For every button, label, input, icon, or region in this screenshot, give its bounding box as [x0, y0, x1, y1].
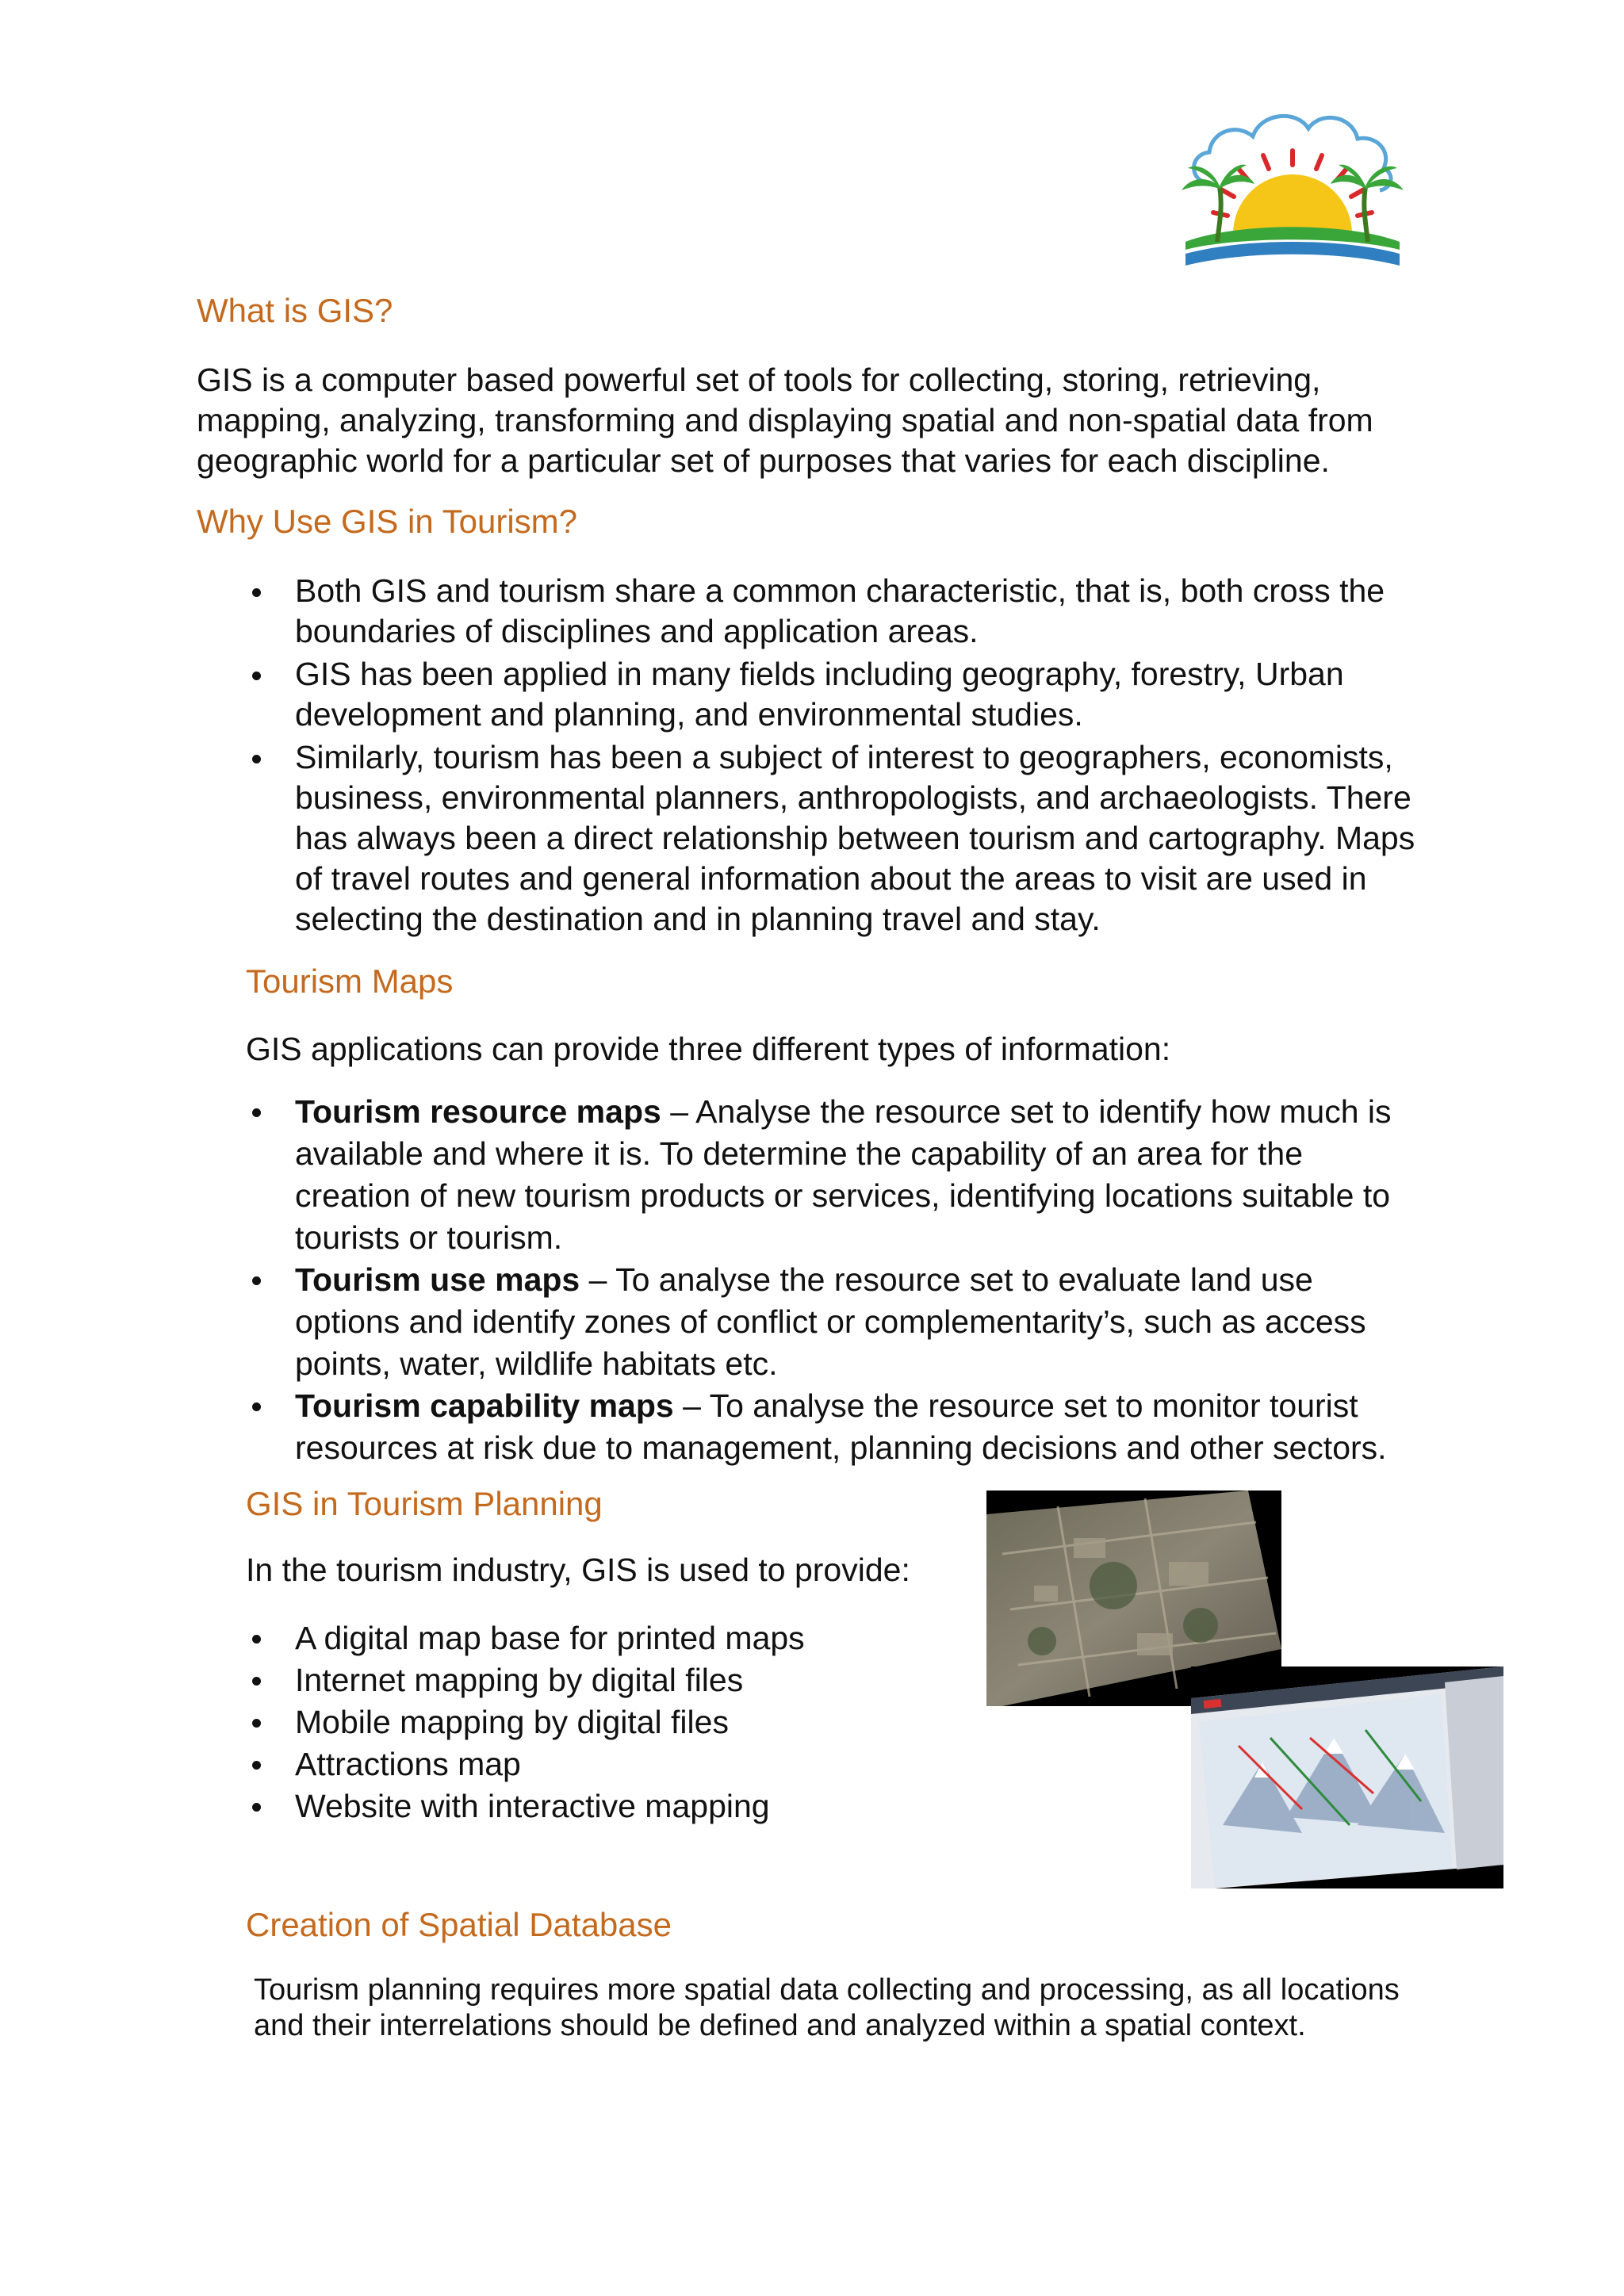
list-item: GIS has been applied in many fields including geography, forestry, Urban development and planning, and environmental studies. — [247, 654, 1415, 735]
section-heading-why-use-gis: Why Use GIS in Tourism? — [197, 503, 578, 540]
planning-intro: In the tourism industry, GIS is used to provide: — [246, 1552, 910, 1588]
paragraph-line: mapping, analyzing, transforming and displaying spatial and non-spatial data from — [197, 402, 1373, 438]
bullet-icon — [252, 1761, 261, 1770]
bullet-icon — [252, 1803, 261, 1812]
tourism-maps-bullet-list — [247, 1091, 1392, 1469]
paragraph-line: GIS is a computer based powerful set of tools for collecting, storing, retrieving, — [197, 362, 1321, 398]
tourism-maps-intro: GIS applications can provide three different types of information: — [246, 1031, 1171, 1067]
section-heading-tourism-maps: Tourism Maps — [246, 962, 454, 1000]
section-heading-gis-tourism-planning: GIS in Tourism Planning — [246, 1485, 603, 1522]
list-item: A digital map base for printed maps — [247, 1617, 805, 1659]
bullet-icon — [252, 1108, 261, 1117]
gis-definition-paragraph — [197, 360, 1373, 481]
paragraph-line: and their interrelations should be defined and analyzed within a spatial context. — [254, 2009, 1306, 2042]
list-item: Website with interactive mapping — [247, 1785, 805, 1827]
bullet-icon — [252, 1635, 261, 1644]
list-item: Mobile mapping by digital files — [247, 1701, 805, 1743]
list-item: Similarly, tourism has been a subject of interest to geographers, economists, business, environmental planners, anthropologists, and archaeologists. There has always been a direct relationship between tourism and cartography. Maps of travel routes and general information about the areas to visit are used in selecting the destination and in planning travel and stay. — [247, 737, 1415, 939]
list-item: Both GIS and tourism share a common characteristic, that is, both cross the boundaries of disciplines and application areas. — [247, 571, 1415, 652]
section-heading-spatial-database: Creation of Spatial Database — [246, 1906, 672, 1943]
bullet-icon — [252, 672, 261, 680]
list-item: Attractions map — [247, 1743, 805, 1785]
list-item: Tourism use maps – To analyse the resource set to evaluate land use options and identify zones of conflict or complementarity’s, such as access points, water, wildlife habitats etc. — [247, 1259, 1392, 1385]
ski-map-website-screenshot — [1191, 1667, 1503, 1888]
bullet-icon — [252, 588, 261, 597]
why-gis-bullet-list — [247, 571, 1415, 939]
paragraph-line: Tourism planning requires more spatial data collecting and processing, as all locations — [254, 1973, 1400, 2007]
list-item: Tourism resource maps – Analyse the resource set to identify how much is available and where it is. To determine the capability of an area for the creation of new tourism products or services, identifying locations suitable to tourists or tourism. — [247, 1091, 1392, 1259]
spatial-database-paragraph — [254, 1973, 1400, 2044]
sun-palm-logo-icon — [1150, 95, 1427, 293]
bullet-icon — [252, 1677, 261, 1686]
planning-bullet-list — [247, 1617, 805, 1827]
list-item: Tourism capability maps – To analyse the resource set to monitor tourist resources at risk due to management, planning decisions and other sectors. — [247, 1385, 1392, 1469]
bullet-icon — [252, 755, 261, 763]
bullet-icon — [252, 1276, 261, 1285]
bullet-icon — [252, 1402, 261, 1411]
list-item: Internet mapping by digital files — [247, 1659, 805, 1701]
paragraph-line: geographic world for a particular set of purposes that varies for each discipline. — [197, 442, 1330, 479]
ski-map-image — [1191, 1667, 1503, 1888]
section-heading-what-is-gis: What is GIS? — [197, 292, 393, 329]
bullet-icon — [252, 1719, 261, 1728]
